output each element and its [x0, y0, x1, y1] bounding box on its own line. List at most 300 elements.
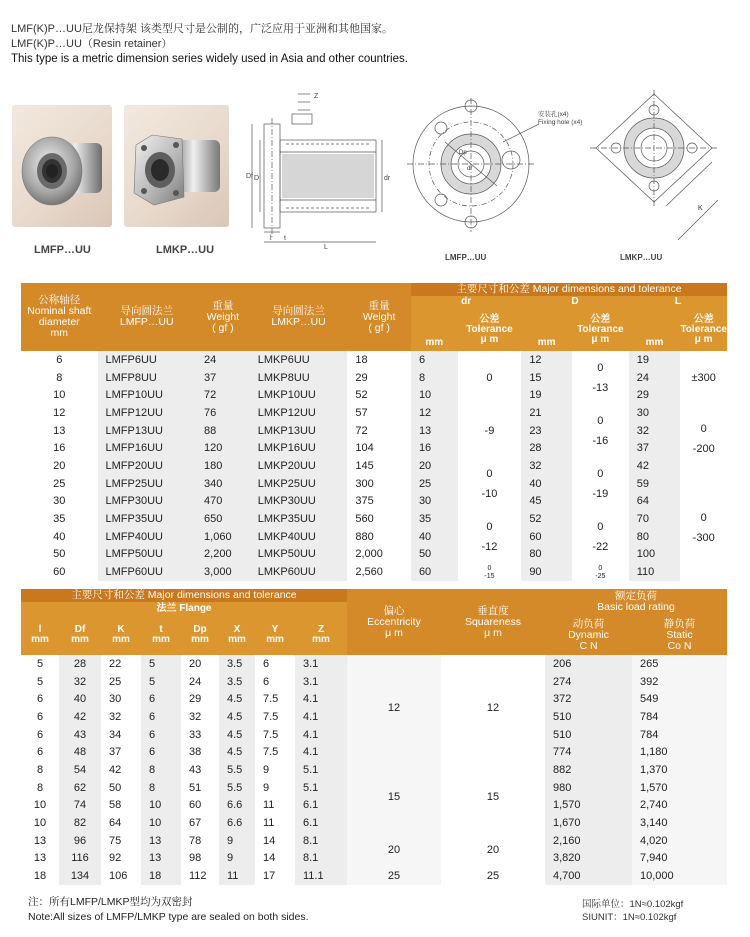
- flange-t-cell: 6: [141, 690, 181, 708]
- side-section-diagram: [238, 88, 390, 250]
- flange-z-cell: 6.1: [295, 814, 347, 832]
- dim-label-dr: dr: [384, 175, 390, 182]
- L-tol-0: [680, 351, 727, 404]
- flange-t-cell: 10: [141, 814, 181, 832]
- t2-header-flange: 法兰 Flange: [21, 602, 347, 615]
- D-tol-lower: -16: [592, 434, 609, 447]
- t2-col-unit: mm: [152, 634, 170, 645]
- footer-note: [28, 895, 309, 925]
- col-header-D-tol: 公差 Tolerance μ m: [572, 308, 629, 351]
- lmfp-weight-cell: 24: [196, 351, 250, 369]
- col-header-lmkp: 导向圆法兰 LMKP…UU: [250, 283, 348, 351]
- D-mm-cell: 19: [521, 386, 572, 404]
- D-tol-upper: 0: [597, 361, 604, 374]
- lmfp-weight-cell: 76: [196, 404, 250, 422]
- flange-l-cell: 5: [21, 655, 59, 673]
- lmfp-model-cell: LMFP50UU: [98, 546, 197, 564]
- lmfp-weight-cell: 470: [196, 493, 250, 511]
- dr-tol-1: [458, 404, 522, 457]
- flange-df-cell: 96: [59, 832, 101, 850]
- D-mm-cell: 32: [521, 457, 572, 475]
- t2-header-eccentricity: 偏心 Eccentricity μ m: [347, 589, 441, 655]
- dim-label-df: Df: [246, 173, 253, 180]
- flange-k-cell: 22: [101, 655, 141, 673]
- dynamic-load-cell: 3,820: [545, 850, 632, 868]
- lmkp-weight-cell: 104: [347, 439, 411, 457]
- dr-tol-4: [458, 563, 522, 581]
- flange-dp-cell: 33: [181, 726, 219, 744]
- flange-dp-cell: 20: [181, 655, 219, 673]
- eccentricity-cell: 15: [347, 761, 441, 832]
- table-1-body: [21, 351, 727, 581]
- t2-col-header-l: [21, 615, 59, 655]
- flange-y-cell: 7.5: [255, 708, 295, 726]
- flange-df-cell: 48: [59, 743, 101, 761]
- lmfp-weight-cell: 650: [196, 510, 250, 528]
- dynamic-load-cell: 980: [545, 779, 632, 797]
- flange-x-cell: 11: [219, 867, 255, 885]
- D-tol-1: [572, 404, 629, 457]
- fixing-hole-en: Fixing hole (x4): [538, 119, 583, 126]
- flange-z-cell: 11.1: [295, 867, 347, 885]
- flange-df-cell: 134: [59, 867, 101, 885]
- flange-l-cell: 8: [21, 761, 59, 779]
- dr-tol-upper: 0: [486, 371, 493, 384]
- dr-mm-cell: 8: [411, 369, 458, 387]
- t2-col-unit: mm: [71, 634, 89, 645]
- flange-y-cell: 17: [255, 867, 295, 885]
- L-tol-text: ±300: [691, 371, 716, 384]
- flange-l-cell: 8: [21, 779, 59, 797]
- col-header-D: D: [521, 296, 628, 308]
- flange-dp-cell: 51: [181, 779, 219, 797]
- lmkp-model-cell: LMKP10UU: [250, 386, 348, 404]
- dynamic-load-cell: 2,160: [545, 832, 632, 850]
- flange-k-cell: 50: [101, 779, 141, 797]
- lmfp-weight-cell: 3,000: [196, 563, 250, 581]
- D-tol-lower: -13: [592, 381, 609, 394]
- header-line-cn: LMF(K)P…UU尼龙保持架 该类型尺寸是公制的，广泛应用于亚洲和其他国家。: [11, 23, 393, 35]
- squareness-cell: 15: [441, 761, 545, 832]
- col-header-L-mm: mm: [629, 308, 681, 351]
- static-load-cell: 1,570: [632, 779, 727, 797]
- table-row: [21, 457, 727, 475]
- static-load-cell: 1,370: [632, 761, 727, 779]
- lmfp-model-cell: LMFP30UU: [98, 493, 197, 511]
- t2-col-header-z: [295, 615, 347, 655]
- lmkp-model-cell: LMKP6UU: [250, 351, 348, 369]
- squareness-cell: 25: [441, 867, 545, 885]
- flange-k-cell: 64: [101, 814, 141, 832]
- table-row: [21, 655, 727, 673]
- L-tol-lower: -300: [692, 531, 715, 544]
- D-tol-upper: 0: [597, 520, 604, 533]
- L-mm-cell: 42: [629, 457, 681, 475]
- t2-col-unit: mm: [191, 634, 209, 645]
- flange-k-cell: 58: [101, 797, 141, 815]
- flange-t-cell: 8: [141, 779, 181, 797]
- dr-tol-upper: 0: [487, 564, 492, 572]
- lmfp-weight-cell: 88: [196, 422, 250, 440]
- D-mm-cell: 60: [521, 528, 572, 546]
- t2-col-symbol: t: [159, 624, 163, 635]
- static-load-cell: 1,180: [632, 743, 727, 761]
- t2-col-header-k: [101, 615, 141, 655]
- D-tol-4: [572, 563, 629, 581]
- flange-df-cell: 43: [59, 726, 101, 744]
- t2-col-header-x: [219, 615, 255, 655]
- page-header: [11, 22, 408, 67]
- L-mm-cell: 64: [629, 493, 681, 511]
- lmfp-photo-caption: LMFP…UU: [34, 244, 91, 256]
- flange-z-cell: 5.1: [295, 779, 347, 797]
- D-mm-cell: 28: [521, 439, 572, 457]
- flange-t-cell: 6: [141, 726, 181, 744]
- L-mm-cell: 80: [629, 528, 681, 546]
- flange-t-cell: 8: [141, 761, 181, 779]
- t2-col-header-y: [255, 615, 295, 655]
- nominal-diameter-cell: 10: [21, 386, 98, 404]
- D-tol-upper: 0: [598, 564, 603, 572]
- lmkp-weight-cell: 375: [347, 493, 411, 511]
- t2-header-squareness: 垂直度 Squareness μ m: [441, 589, 545, 655]
- dr-tol-lower: -9: [484, 424, 495, 437]
- L-tol-upper: 0: [700, 423, 707, 436]
- L-tol-1: [680, 404, 727, 475]
- col-header-lmfp: 导向圆法兰 LMFP…UU: [98, 283, 197, 351]
- flange-t-cell: 13: [141, 850, 181, 868]
- lmfp-model-cell: LMFP60UU: [98, 563, 197, 581]
- flange-y-cell: 7.5: [255, 743, 295, 761]
- flange-x-cell: 3.5: [219, 673, 255, 691]
- static-load-cell: 10,000: [632, 867, 727, 885]
- dr-mm-cell: 25: [411, 475, 458, 493]
- flange-l-cell: 10: [21, 797, 59, 815]
- lmkp-photo-caption: LMKP…UU: [156, 244, 215, 256]
- flange-l-cell: 13: [21, 850, 59, 868]
- dim-label-l: l: [270, 235, 272, 242]
- nominal-diameter-cell: 60: [21, 563, 98, 581]
- lmfp-model-cell: LMFP35UU: [98, 510, 197, 528]
- dimension-table-1: [21, 283, 727, 581]
- lmkp-weight-cell: 880: [347, 528, 411, 546]
- flange-df-cell: 116: [59, 850, 101, 868]
- flange-k-cell: 106: [101, 867, 141, 885]
- t2-col-unit: mm: [31, 634, 49, 645]
- t2-col-symbol: X: [233, 624, 241, 635]
- lmkp-model-cell: LMKP12UU: [250, 404, 348, 422]
- nominal-diameter-cell: 20: [21, 457, 98, 475]
- lmkp-model-cell: LMKP16UU: [250, 439, 348, 457]
- lmkp-model-cell: LMKP13UU: [250, 422, 348, 440]
- dynamic-load-cell: 774: [545, 743, 632, 761]
- lmfp-photo: [12, 105, 112, 227]
- table-row: [21, 351, 727, 369]
- dr-tol-2: [458, 457, 522, 510]
- fixing-hole-cn: 安装孔(x4): [538, 111, 569, 118]
- table-row: [21, 563, 727, 581]
- L-mm-cell: 29: [629, 386, 681, 404]
- static-load-cell: 3,140: [632, 814, 727, 832]
- col-header-nominal: 公称轴径 Nominal shaft diameter mm: [21, 283, 98, 351]
- lmfp-model-cell: LMFP12UU: [98, 404, 197, 422]
- L-tol-2: [680, 475, 727, 581]
- lmkp-weight-cell: 2,000: [347, 546, 411, 564]
- footer-unit: [582, 898, 683, 924]
- flange-z-cell: 4.1: [295, 690, 347, 708]
- flange-y-cell: 9: [255, 761, 295, 779]
- D-mm-cell: 21: [521, 404, 572, 422]
- flange-l-cell: 18: [21, 867, 59, 885]
- lmkp-weight-cell: 52: [347, 386, 411, 404]
- L-mm-cell: 59: [629, 475, 681, 493]
- lmkp-photo: [124, 105, 229, 227]
- L-mm-cell: 37: [629, 439, 681, 457]
- flange-t-cell: 13: [141, 832, 181, 850]
- flange-l-cell: 6: [21, 726, 59, 744]
- lmfp-model-cell: LMFP40UU: [98, 528, 197, 546]
- flange-z-cell: 4.1: [295, 743, 347, 761]
- D-mm-cell: 23: [521, 422, 572, 440]
- dr-mm-cell: 10: [411, 386, 458, 404]
- lmkp-weight-cell: 300: [347, 475, 411, 493]
- col-header-dr: dr: [411, 296, 521, 308]
- col-header-dr-tol: 公差 Tolerance μ m: [458, 308, 522, 351]
- lmkp-model-cell: LMKP20UU: [250, 457, 348, 475]
- D-mm-cell: 90: [521, 563, 572, 581]
- header-line-type: LMF(K)P…UU（Resin retainer）: [11, 38, 173, 50]
- flange-y-cell: 7.5: [255, 726, 295, 744]
- flange-y-cell: 14: [255, 850, 295, 868]
- flange-l-cell: 6: [21, 743, 59, 761]
- t2-col-symbol: l: [38, 624, 42, 635]
- flange-k-cell: 37: [101, 743, 141, 761]
- lmfp-model-cell: LMFP20UU: [98, 457, 197, 475]
- flange-l-cell: 10: [21, 814, 59, 832]
- L-mm-cell: 30: [629, 404, 681, 422]
- flange-y-cell: 14: [255, 832, 295, 850]
- table-row: [21, 510, 727, 528]
- flange-df-cell: 62: [59, 779, 101, 797]
- flange-k-cell: 30: [101, 690, 141, 708]
- dr-mm-cell: 50: [411, 546, 458, 564]
- lmfp-weight-cell: 180: [196, 457, 250, 475]
- eccentricity-cell: 20: [347, 832, 441, 867]
- flange-dp-cell: 112: [181, 867, 219, 885]
- flange-x-cell: 6.6: [219, 814, 255, 832]
- dr-mm-cell: 60: [411, 563, 458, 581]
- flange-y-cell: 11: [255, 797, 295, 815]
- dr-tol-upper: 0: [486, 520, 493, 533]
- footer-unit-cn: 国际单位：1N≈0.102kgf: [582, 899, 684, 910]
- lmfp-bushing-image: [12, 105, 112, 227]
- flange-t-cell: 10: [141, 797, 181, 815]
- footer-unit-en: SIUNIT：1N≈0.102kgf: [582, 912, 677, 923]
- flange-x-cell: 5.5: [219, 779, 255, 797]
- flange-k-cell: 25: [101, 673, 141, 691]
- t2-col-unit: mm: [266, 634, 284, 645]
- nominal-diameter-cell: 25: [21, 475, 98, 493]
- footer-note-cn: 注：所有LMFP/LMKP型均为双密封: [28, 896, 193, 908]
- flange-z-cell: 8.1: [295, 850, 347, 868]
- D-tol-upper: 0: [597, 467, 604, 480]
- table-row: [21, 832, 727, 850]
- flange-x-cell: 4.5: [219, 708, 255, 726]
- flange-y-cell: 11: [255, 814, 295, 832]
- nominal-diameter-cell: 12: [21, 404, 98, 422]
- t2-col-header-df: [59, 615, 101, 655]
- dim-label-k: K: [698, 205, 703, 212]
- static-load-cell: 4,020: [632, 832, 727, 850]
- dynamic-load-cell: 882: [545, 761, 632, 779]
- flange-dp-cell: 24: [181, 673, 219, 691]
- flange-t-cell: 6: [141, 708, 181, 726]
- flange-t-cell: 6: [141, 743, 181, 761]
- lmkp-model-cell: LMKP30UU: [250, 493, 348, 511]
- flange-l-cell: 5: [21, 673, 59, 691]
- lmkp-model-cell: LMKP40UU: [250, 528, 348, 546]
- col-header-weight-2: 重量 Weight ( gf ): [347, 283, 411, 351]
- col-header-L-tol: 公差 Tolerance μ m: [680, 308, 727, 351]
- lmkp-diagram-caption: LMKP…UU: [620, 253, 663, 262]
- lmfp-model-cell: LMFP8UU: [98, 369, 197, 387]
- t2-col-symbol: Dp: [193, 624, 207, 635]
- dynamic-load-cell: 510: [545, 708, 632, 726]
- lmfp-weight-cell: 72: [196, 386, 250, 404]
- flange-x-cell: 4.5: [219, 690, 255, 708]
- lmkp-model-cell: LMKP50UU: [250, 546, 348, 564]
- flange-l-cell: 6: [21, 708, 59, 726]
- D-tol-2: [572, 457, 629, 510]
- dr-mm-cell: 6: [411, 351, 458, 369]
- lmkp-weight-cell: 2,560: [347, 563, 411, 581]
- nominal-diameter-cell: 50: [21, 546, 98, 564]
- lmkp-weight-cell: 145: [347, 457, 411, 475]
- col-header-major: 主要尺寸和公差 Major dimensions and tolerance: [411, 283, 727, 296]
- dim-label-dp: Dp: [459, 150, 467, 156]
- lmfp-weight-cell: 37: [196, 369, 250, 387]
- dr-tol-3: [458, 510, 522, 563]
- static-load-cell: 784: [632, 708, 727, 726]
- lmkp-weight-cell: 560: [347, 510, 411, 528]
- flange-z-cell: 5.1: [295, 761, 347, 779]
- L-mm-cell: 24: [629, 369, 681, 387]
- L-mm-cell: 70: [629, 510, 681, 528]
- L-mm-cell: 32: [629, 422, 681, 440]
- dynamic-load-cell: 4,700: [545, 867, 632, 885]
- L-tol-lower: -200: [692, 443, 715, 456]
- lmfp-model-cell: LMFP16UU: [98, 439, 197, 457]
- flange-k-cell: 32: [101, 708, 141, 726]
- flange-k-cell: 75: [101, 832, 141, 850]
- col-header-D-mm: mm: [521, 308, 572, 351]
- table-row: [21, 404, 727, 422]
- flange-dp-cell: 78: [181, 832, 219, 850]
- dr-mm-cell: 35: [411, 510, 458, 528]
- dynamic-load-cell: 206: [545, 655, 632, 673]
- flange-df-cell: 32: [59, 673, 101, 691]
- flange-x-cell: 3.5: [219, 655, 255, 673]
- flange-t-cell: 18: [141, 867, 181, 885]
- lmkp-model-cell: LMKP35UU: [250, 510, 348, 528]
- flange-dp-cell: 29: [181, 690, 219, 708]
- static-load-cell: 784: [632, 726, 727, 744]
- t2-header-major: 主要尺寸和公差 Major dimensions and tolerance: [21, 589, 347, 602]
- lmfp-weight-cell: 1,060: [196, 528, 250, 546]
- flange-z-cell: 8.1: [295, 832, 347, 850]
- dimension-table-2: [21, 589, 727, 885]
- col-header-L: L: [629, 296, 727, 308]
- D-mm-cell: 15: [521, 369, 572, 387]
- flange-df-cell: 28: [59, 655, 101, 673]
- flange-dp-cell: 67: [181, 814, 219, 832]
- nominal-diameter-cell: 16: [21, 439, 98, 457]
- dynamic-load-cell: 372: [545, 690, 632, 708]
- squareness-cell: 20: [441, 832, 545, 867]
- lmfp-front-diagram: [405, 92, 545, 242]
- dr-mm-cell: 12: [411, 404, 458, 422]
- lmfp-diagram-caption: LMFP…UU: [445, 253, 487, 262]
- flange-df-cell: 40: [59, 690, 101, 708]
- dim-label-d-front: dr: [467, 166, 473, 172]
- flange-df-cell: 74: [59, 797, 101, 815]
- flange-z-cell: 3.1: [295, 655, 347, 673]
- t2-header-static: 静负荷 Static Co N: [632, 615, 727, 655]
- t2-col-unit: mm: [312, 634, 330, 645]
- dim-label-z: Z: [314, 93, 319, 100]
- static-load-cell: 7,940: [632, 850, 727, 868]
- dr-mm-cell: 16: [411, 439, 458, 457]
- lmkp-model-cell: LMKP60UU: [250, 563, 348, 581]
- dr-tol-lower: -15: [484, 572, 495, 580]
- dr-tol-0: [458, 351, 522, 404]
- lmkp-weight-cell: 18: [347, 351, 411, 369]
- D-mm-cell: 45: [521, 493, 572, 511]
- t2-col-unit: mm: [228, 634, 246, 645]
- t2-col-header-dp: [181, 615, 219, 655]
- flange-y-cell: 7.5: [255, 690, 295, 708]
- L-mm-cell: 100: [629, 546, 681, 564]
- flange-df-cell: 42: [59, 708, 101, 726]
- D-mm-cell: 52: [521, 510, 572, 528]
- squareness-cell: 12: [441, 655, 545, 761]
- lmkp-weight-cell: 72: [347, 422, 411, 440]
- dr-tol-lower: -12: [481, 540, 498, 553]
- lmfp-weight-cell: 120: [196, 439, 250, 457]
- lmkp-weight-cell: 57: [347, 404, 411, 422]
- flange-dp-cell: 38: [181, 743, 219, 761]
- nominal-diameter-cell: 13: [21, 422, 98, 440]
- lmfp-model-cell: LMFP25UU: [98, 475, 197, 493]
- flange-df-cell: 82: [59, 814, 101, 832]
- lmfp-model-cell: LMFP13UU: [98, 422, 197, 440]
- flange-dp-cell: 43: [181, 761, 219, 779]
- flange-k-cell: 42: [101, 761, 141, 779]
- L-mm-cell: 110: [629, 563, 681, 581]
- dr-mm-cell: 40: [411, 528, 458, 546]
- flange-x-cell: 9: [219, 850, 255, 868]
- flange-z-cell: 4.1: [295, 726, 347, 744]
- t2-col-symbol: K: [117, 624, 125, 635]
- flange-dp-cell: 60: [181, 797, 219, 815]
- lmkp-bushing-image: [124, 105, 229, 227]
- dim-label-t: t: [284, 235, 286, 242]
- table-2-body: [21, 655, 727, 885]
- t2-col-unit: mm: [112, 634, 130, 645]
- nominal-diameter-cell: 40: [21, 528, 98, 546]
- D-mm-cell: 40: [521, 475, 572, 493]
- static-load-cell: 265: [632, 655, 727, 673]
